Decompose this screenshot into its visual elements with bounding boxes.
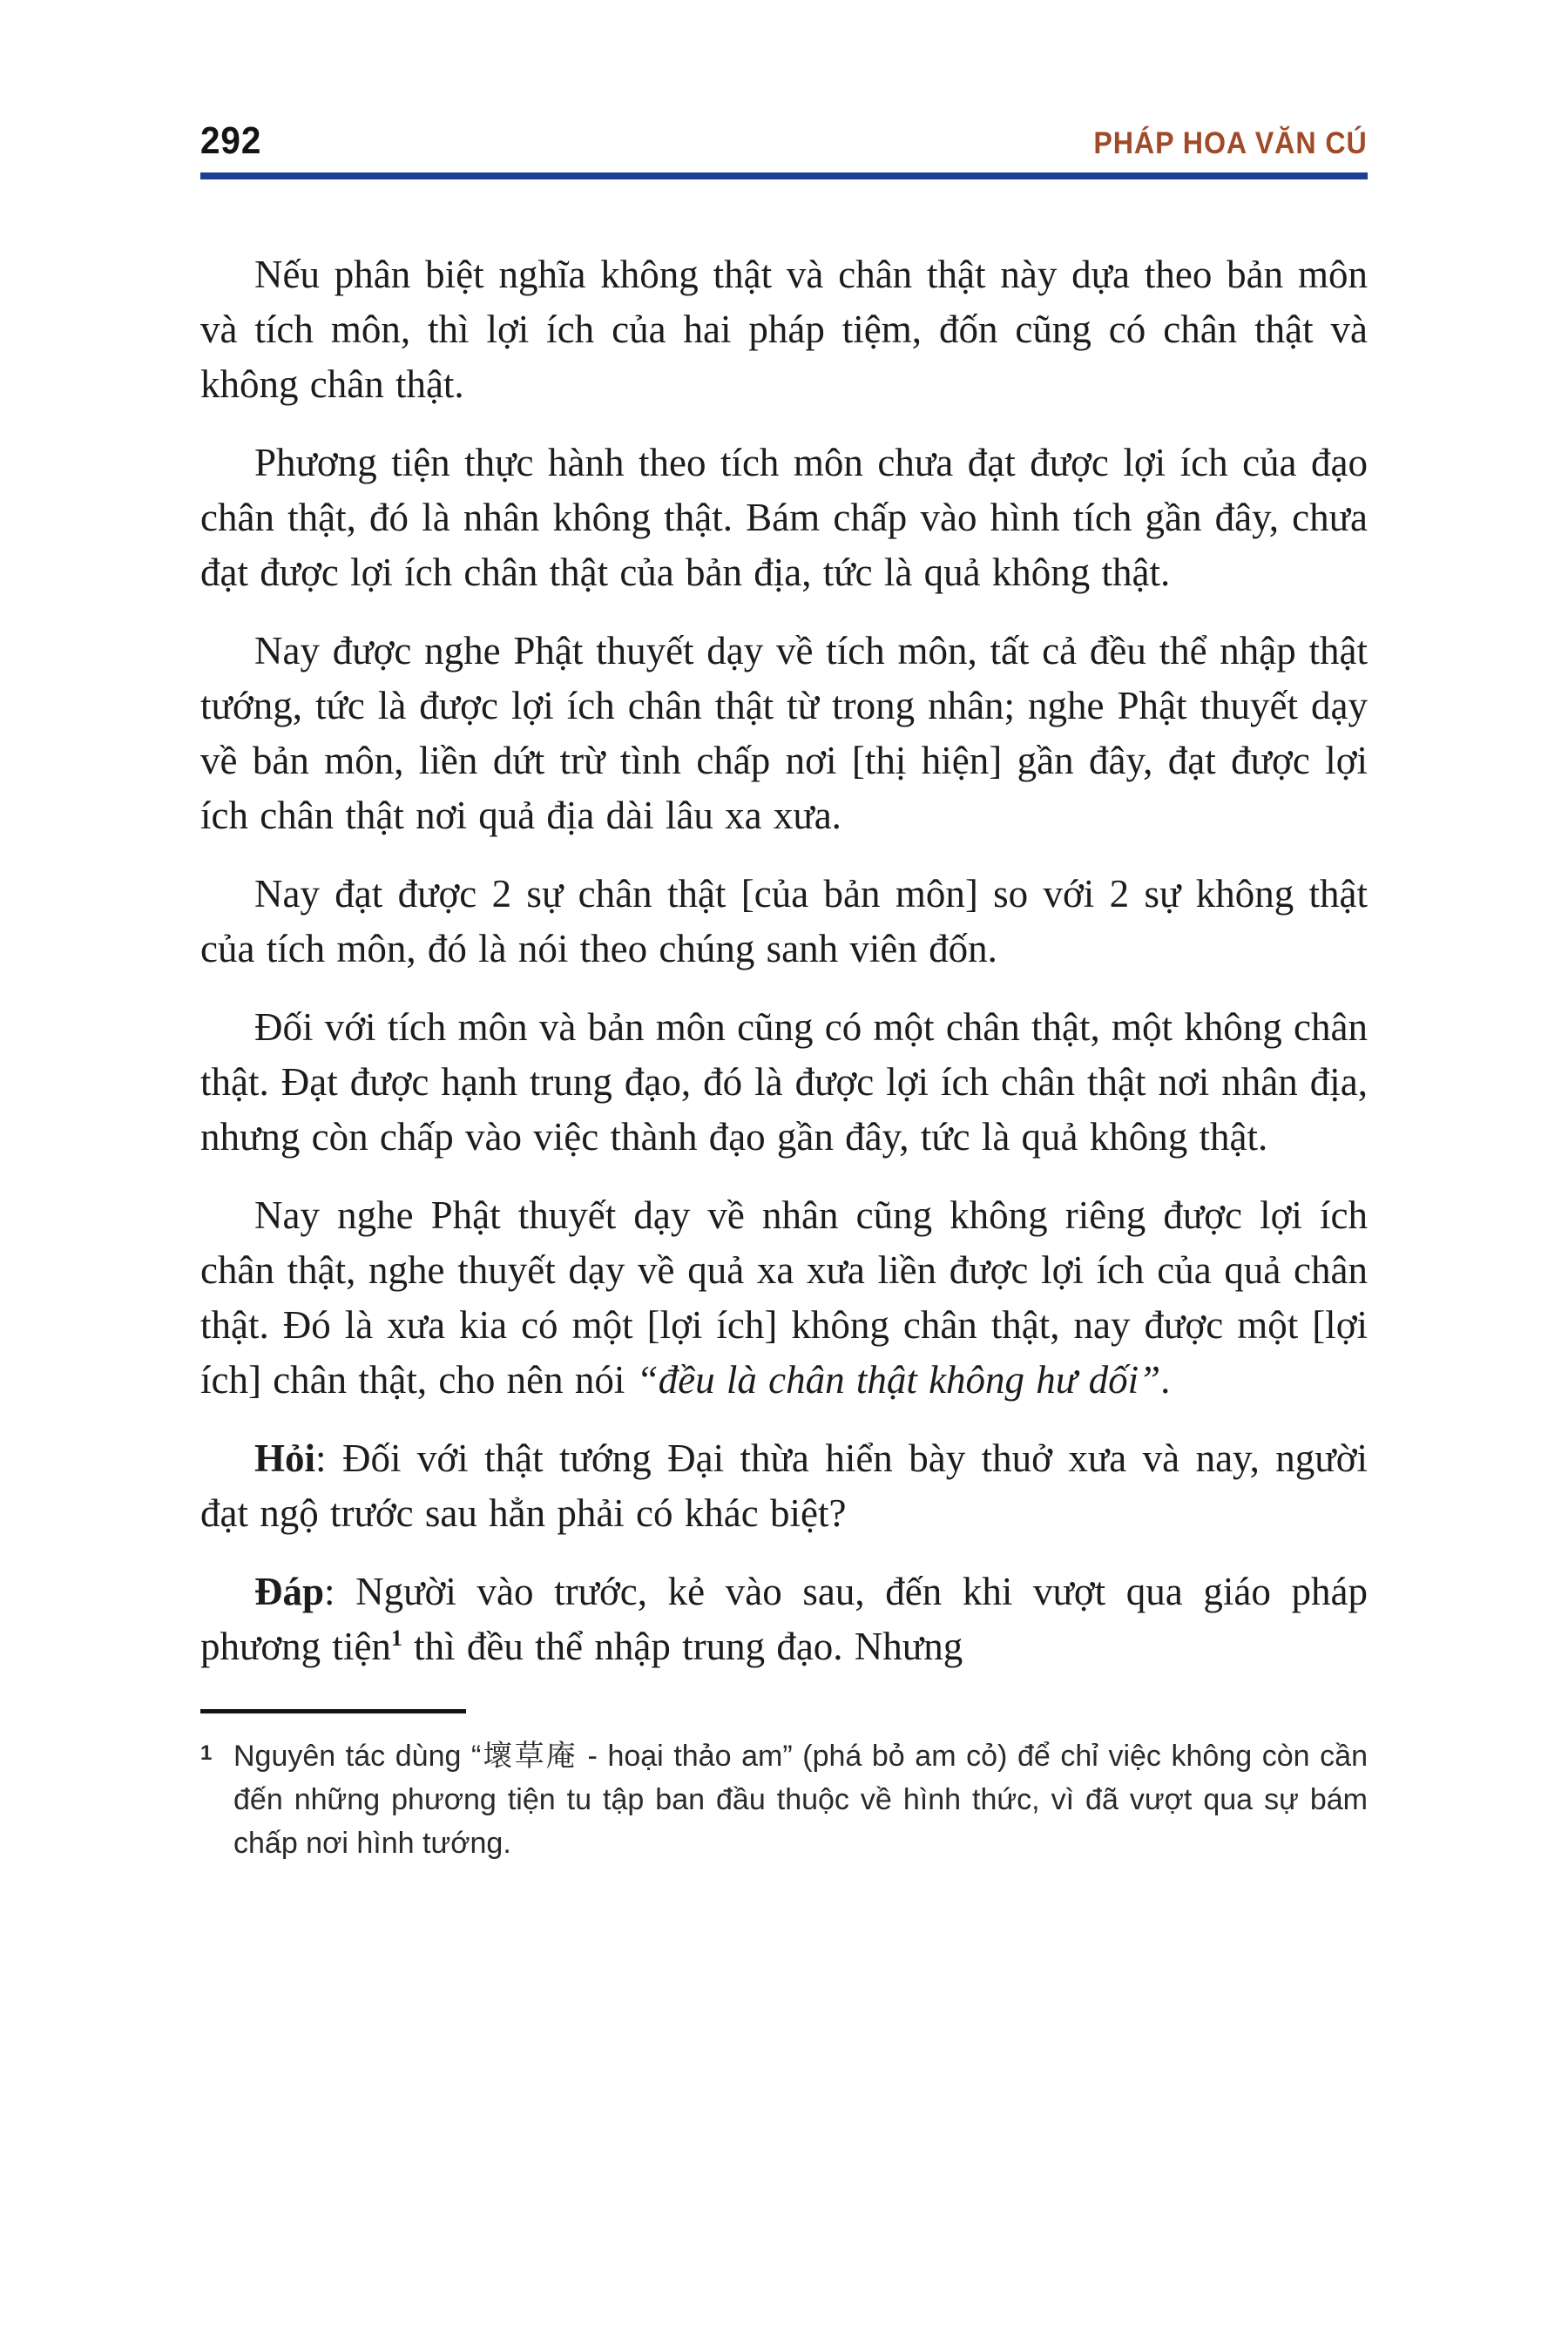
- footnote-marker: 1: [200, 1741, 213, 1765]
- paragraph-3: [200, 624, 1368, 843]
- running-title: PHÁP HOA VĂN CÚ: [1093, 126, 1368, 160]
- paragraph-6-period: .: [1160, 1358, 1171, 1402]
- paragraph-6-text: Nay nghe Phật thuyết dạy về nhân cũng không riêng được lợi ích chân thật, nghe thuyết dạy về quả xa xưa liền được lợi ích của quả chân thật. Đó là xưa kia có một [lợi ích] không chân thật, nay được một [lợi ích] chân thật, cho nên nói: [200, 1193, 1368, 1402]
- paragraph-1-text: Nếu phân biệt nghĩa không thật và chân thật này dựa theo bản môn và tích môn, thì lợi ích của hai pháp tiệm, đốn cũng có chân thật và không chân thật.: [200, 253, 1368, 406]
- question-label: Hỏi: [254, 1436, 316, 1480]
- footnote-ref: 1: [390, 1625, 402, 1651]
- paragraph-2: [200, 436, 1368, 600]
- paragraph-5-text: Đối với tích môn và bản môn cũng có một chân thật, một không chân thật. Đạt được hạnh trung đạo, đó là được lợi ích chân thật nơi nhân địa, nhưng còn chấp vào việc thành đạo gần đây, tức là quả không thật.: [200, 1005, 1368, 1159]
- answer-text-end: thì đều thể nhập trung đạo. Nhưng: [402, 1625, 963, 1668]
- paragraph-3-text: Nay được nghe Phật thuyết dạy về tích môn, tất cả đều thể nhập thật tướng, tức là được lợi ích chân thật từ trong nhân; nghe Phật thuyết dạy về bản môn, liền dứt trừ tình chấp nơi [thị hiện] gần đây, đạt được lợi ích chân thật nơi quả địa dài lâu xa xưa.: [200, 629, 1368, 837]
- paragraph-7-question: [200, 1431, 1368, 1541]
- footnote-separator: [200, 1709, 466, 1713]
- paragraph-1: [200, 247, 1368, 412]
- paragraph-4-text: Nay đạt được 2 sự chân thật [của bản môn] so với 2 sự không thật của tích môn, đó là nói theo chúng sanh viên đốn.: [200, 872, 1368, 970]
- footnote: [200, 1734, 1368, 1865]
- page-number: 292: [200, 119, 262, 162]
- italic-quote: “đều là chân thật không hư dối”: [636, 1358, 1161, 1402]
- answer-label: Đáp: [254, 1570, 325, 1613]
- question-text: : Đối với thật tướng Đại thừa hiển bày thuở xưa và nay, người đạt ngộ trước sau hẳn phải có khác biệt?: [200, 1436, 1368, 1535]
- page-body: [200, 247, 1368, 1674]
- answer-text-start: : Người vào trước, kẻ vào sau, đến khi vượt qua giáo pháp phương tiện: [200, 1570, 1368, 1668]
- paragraph-8-answer: [200, 1565, 1368, 1674]
- paragraph-4: [200, 867, 1368, 977]
- paragraph-6: [200, 1188, 1368, 1408]
- page-header: [200, 119, 1368, 162]
- header-rule: [200, 172, 1368, 179]
- footnote-text: Nguyên tác dùng “壞草庵 - hoại thảo am” (phá bỏ am cỏ) để chỉ việc không còn cần đến những phương tiện tu tập ban đầu thuộc về hình thức, vì đã vượt qua sự bám chấp nơi hình tướng.: [233, 1740, 1368, 1860]
- paragraph-2-text: Phương tiện thực hành theo tích môn chưa đạt được lợi ích của đạo chân thật, đó là nhân không thật. Bám chấp vào hình tích gần đây, chưa đạt được lợi ích chân thật của bản địa, tức là quả không thật.: [200, 441, 1368, 594]
- paragraph-5: [200, 1000, 1368, 1165]
